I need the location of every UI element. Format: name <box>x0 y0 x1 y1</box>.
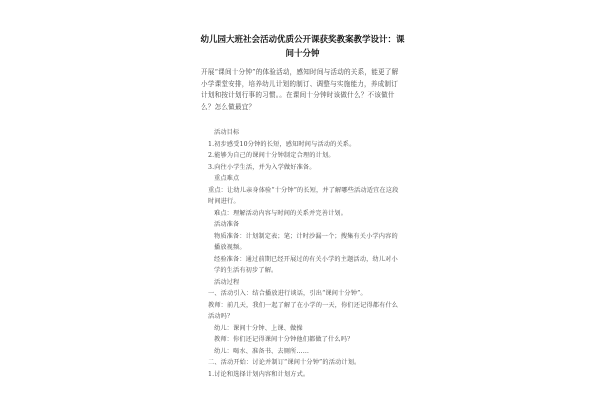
goal-item-2: 2.能够为自己的课间十分钟制定合理的计划。 <box>208 152 335 159</box>
document-title: 幼儿园大班社会活动优质公开课获奖教案教学设计：课间十分钟 <box>200 35 405 59</box>
process-substep-1: 1.讨论和选择计划内容和计划方式。 <box>208 370 310 378</box>
process-step-2: 二、活动开始：讨论并制订“课间十分钟”的活动计划。 <box>208 359 361 366</box>
section-heading-key-points: 重点难点 <box>214 175 240 182</box>
key-point-paragraph: 重点：让幼儿亲身体验“十分钟”的长短，并了解哪些活动适宜在这段时间进行。 <box>208 186 399 205</box>
intro-paragraph: 开展“课间十分钟”的体验活动，感知时间与活动的关系，能更了解小学课堂安排，培养幼儿计划的制订、调整与实施能力，养成制订计划和按计划行事的习惯。。在课间十分钟时该做什么？不该做什么？怎么做最宜？ <box>201 68 399 111</box>
document-body <box>208 127 400 380</box>
experience-preparation-paragraph: 经验准备：通过前期已经开展过的有关小学的主题活动，幼儿对小学的生活有初步了解。 <box>214 255 398 274</box>
section-heading-process: 活动过程 <box>214 278 240 286</box>
child-dialogue-1: 幼儿：课间十分钟、上课、做操 <box>214 324 303 332</box>
teacher-dialogue-1: 教师：前几天，我们一起了解了在小学的一天，你们还记得都有什么活动吗？ <box>208 301 399 320</box>
section-heading-goals: 活动目标 <box>214 129 240 136</box>
goal-item-1: 1.初步感受10分钟的长短，感知时间与活动的关系。 <box>208 140 356 148</box>
goal-item-3: 3.向往小学生活，并为入学做好准备。 <box>208 163 316 171</box>
child-dialogue-2: 幼儿：喝水、准备书、去厕所…… <box>214 347 310 355</box>
process-step-1: 一、活动引入：结合播放进行谈话，引出“课间十分钟”。 <box>208 290 367 297</box>
material-preparation-paragraph: 物质准备：计划制定表；笔；计时沙漏一个；搜集有关小学内容的播放视频。 <box>214 232 398 251</box>
teacher-dialogue-2: 教师：你们还记得课间十分钟他们都做了什么吗？ <box>214 336 354 343</box>
section-heading-preparation: 活动准备 <box>214 221 240 228</box>
difficulty-paragraph: 难点：理解活动内容与时间的关系并完善计划。 <box>214 209 348 217</box>
